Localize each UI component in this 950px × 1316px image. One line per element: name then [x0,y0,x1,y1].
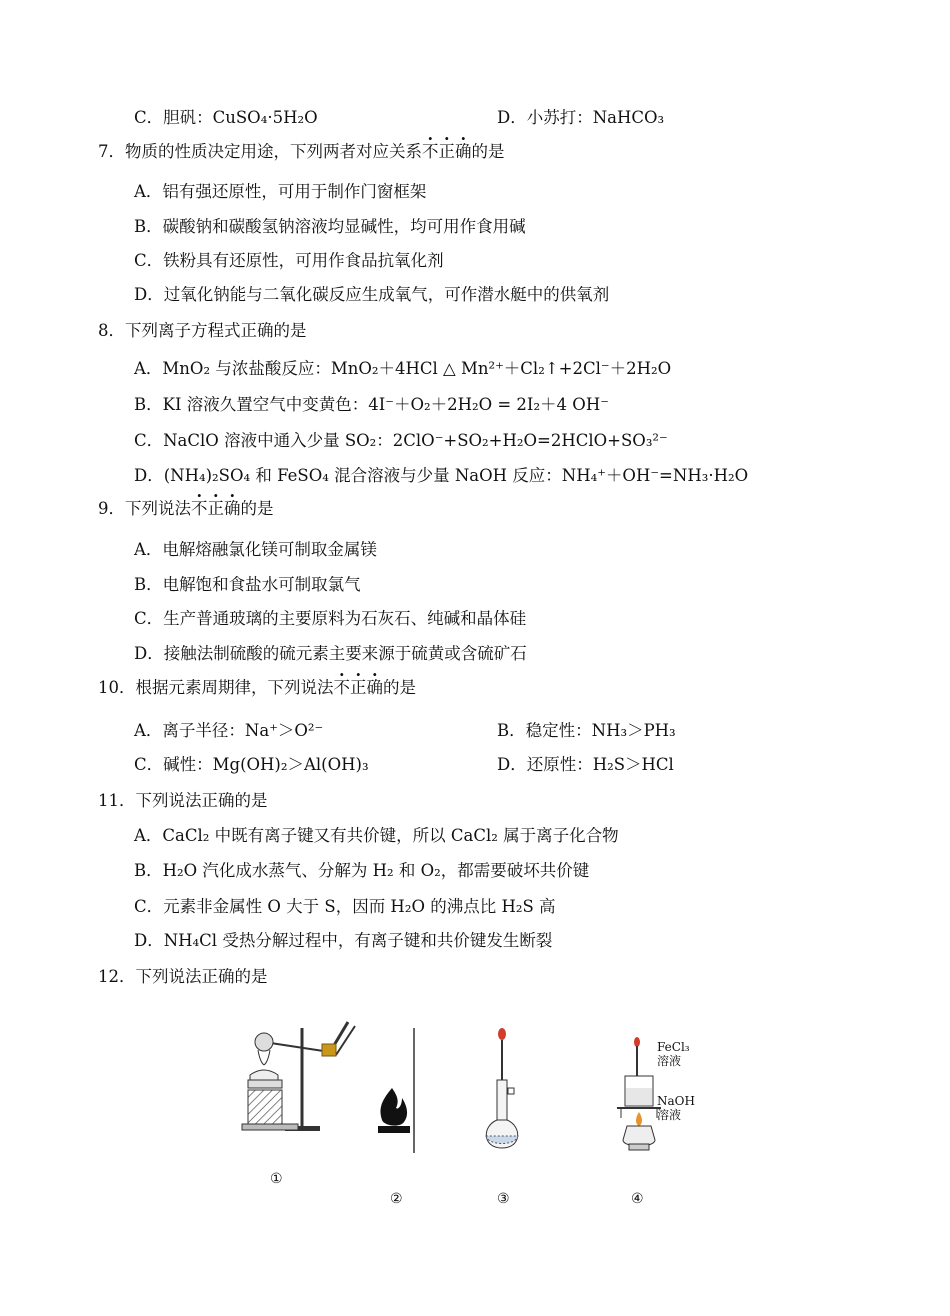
q9-option-b: B．电解饱和食盐水可制取氯气 [134,575,361,594]
q10-option-a: A．离子半径：Na⁺＞O²⁻ [134,721,324,740]
q8-option-c: C．NaClO 溶液中通入少量 SO₂：2ClO⁻+SO₂+H₂O=2HClO+SO₃²⁻ [134,431,668,450]
q7-stem: 7．物质的性质决定用途，下列两者对应关系不正确的是 [98,142,505,161]
emphasis-dot-char: 不 [422,142,439,161]
q12-stem: 12．下列说法正确的是 [98,967,268,986]
q10-option-d: D．还原性：H₂S＞HCl [497,755,674,774]
q10-option-b: B．稳定性：NH₃＞PH₃ [497,721,676,740]
q11-option-a: A．CaCl₂ 中既有离子键又有共价键，所以 CaCl₂ 属于离子化合物 [134,826,619,845]
q7-option-c: C．铁粉具有还原性，可用作食品抗氧化剂 [134,251,444,270]
q11-option-d: D．NH₄Cl 受热分解过程中，有离子键和共价键发生断裂 [134,931,553,950]
q7-option-a: A．铝有强还原性，可用于制作门窗框架 [134,182,427,201]
emphasis-dot-char: 不 [333,678,350,697]
q11-stem: 11．下列说法正确的是 [98,791,268,810]
emphasis-dot-char: 正 [207,499,224,518]
q8-option-a: A．MnO₂ 与浓盐酸反应：MnO₂＋4HCl △ Mn²⁺＋Cl₂↑+2Cl⁻＋2H₂O [134,359,672,378]
q9-option-d: D．接触法制硫酸的硫元素主要来源于硫黄或含硫矿石 [134,644,527,663]
q8-option-d: D．(NH₄)₂SO₄ 和 FeSO₄ 混合溶液与少量 NaOH 反应：NH₄⁺＋OH⁻=NH₃·H₂O [134,466,749,485]
q9-option-c: C．生产普通玻璃的主要原料为石灰石、纯碱和晶体硅 [134,609,527,628]
q9-stem: 9．下列说法不正确的是 [98,499,274,518]
q8-option-b: B．KI 溶液久置空气中变黄色：4I⁻＋O₂＋2H₂O = 2I₂＋4 OH⁻ [134,395,609,414]
flammable-warning-figure [372,1028,422,1153]
q8-stem: 8．下列离子方程式正确的是 [98,321,307,340]
emphasis-dot-char: 不 [191,499,208,518]
emphasis-dot-char: 正 [350,678,367,697]
apparatus-heating-figure [240,1020,365,1132]
q10-stem: 10．根据元素周期律，下列说法不正确的是 [98,678,416,697]
reagent-label-fecl3: FeCl₃ 溶液 [657,1040,690,1068]
figure-label-1: ① [270,1171,283,1187]
q6-option-d: D．小苏打：NaHCO₃ [497,108,665,127]
emphasis-dot-char: 确 [455,142,472,161]
emphasis-dot-char: 确 [224,499,241,518]
q7-option-d: D．过氧化钠能与二氧化碳反应生成氧气，可作潜水艇中的供氧剂 [134,285,610,304]
reagent-label-naoh: NaOH 溶液 [657,1094,695,1122]
figure-label-2: ② [390,1191,403,1207]
emphasis-dot-char: 正 [438,142,455,161]
volumetric-flask-figure [480,1028,535,1150]
q9-option-a: A．电解熔融氯化镁可制取金属镁 [134,540,377,559]
figure-label-4: ④ [631,1191,644,1207]
emphasis-dot-char: 确 [366,678,383,697]
q10-option-c: C．碱性：Mg(OH)₂＞Al(OH)₃ [134,755,369,774]
q6-option-c: C．胆矾：CuSO₄·5H₂O [134,108,318,127]
q11-option-c: C．元素非金属性 O 大于 S，因而 H₂O 的沸点比 H₂S 高 [134,897,556,916]
figure-label-3: ③ [497,1191,510,1207]
q7-option-b: B．碳酸钠和碳酸氢钠溶液均显碱性，均可用作食用碱 [134,217,526,236]
q11-option-b: B．H₂O 汽化成水蒸气、分解为 H₂ 和 O₂，都需要破坏共价键 [134,861,590,880]
